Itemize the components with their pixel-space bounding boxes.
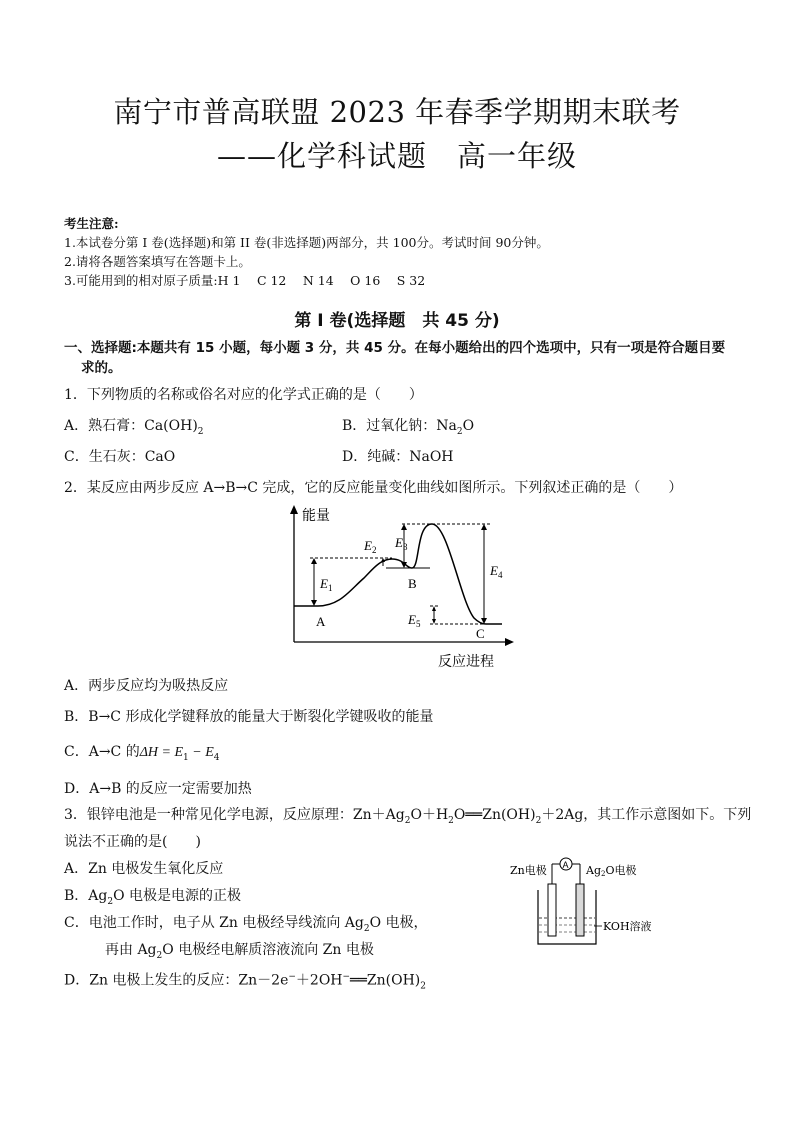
notes-heading: 考生注意:: [64, 216, 119, 231]
q3-option-c2-part-a: 再由 Ag: [105, 942, 157, 958]
point-a-label: A: [316, 614, 326, 629]
q3-option-d: [64, 967, 426, 996]
e5-label: $E_5$: [408, 612, 421, 629]
q2-option-a: A．两步反应均为吸热反应: [64, 678, 229, 694]
y-axis-arrow: [290, 505, 298, 514]
q1-option-b: [342, 416, 474, 442]
notes-item-3: 3.可能用到的相对原子质量:H 1 C 12 N 14 O 16 S 32: [64, 273, 426, 288]
e3-label: $E_3$: [395, 535, 408, 552]
q3-stem-sub-b: 2: [448, 815, 454, 826]
q2-option-c-formula: ΔH = E: [139, 745, 184, 760]
y-axis-label: 能量: [302, 508, 330, 524]
e2-label: $E_2$: [364, 538, 377, 555]
e1-label: $E_1$: [320, 576, 333, 593]
e1-arrow-head-top: [311, 558, 317, 564]
q3-option-d-part-a: D．Zn 电极上发生的反应：Zn－2e: [64, 972, 289, 989]
q2-energy-diagram: [280, 500, 520, 672]
q3-option-a: A．Zn 电极发生氧化反应: [64, 861, 224, 877]
q1-option-b-after: O: [462, 418, 475, 434]
part-instruction: [64, 338, 744, 378]
q3-option-c1-part-a: C．电池工作时，电子从 Zn 电极经导线流向 Ag: [64, 915, 364, 931]
ag2o-electrode: [576, 884, 584, 936]
ag2o-electrode-label: Ag2O电极: [586, 864, 637, 878]
zn-electrode-label: Zn电极: [510, 864, 547, 877]
q3-option-c1-part-b: O 电极，: [369, 915, 428, 931]
q2-option-c-sub2: 4: [213, 752, 220, 763]
exam-title-line1: 南宁市普高联盟 2023 年春季学期期末联考: [113, 95, 681, 129]
x-axis-label: 反应进程: [438, 654, 494, 670]
q1-option-c: C．生石灰：CaO: [64, 449, 176, 465]
q3-stem-line1: [64, 805, 751, 831]
q3-option-d-part-b: ＋2OH: [295, 972, 343, 989]
q3-option-c-line2: [105, 940, 374, 966]
q3-option-c2-part-b: O 电极经电解质溶液流向 Zn 电极: [162, 942, 374, 958]
q2-option-d: D．A→B 的反应一定需要加热: [64, 781, 252, 797]
q1-option-a: [64, 416, 204, 442]
candidate-notes: [64, 214, 549, 290]
q3-option-b: [64, 886, 241, 912]
q3-option-d-sup2: −: [342, 972, 351, 982]
q3-stem-part-b: O＋H: [410, 807, 449, 823]
e5-arrow-head-bottom: [432, 619, 436, 624]
q1-option-a-text: A．熟石膏：Ca(OH): [64, 418, 198, 434]
q3-option-d-part-c: ══Zn(OH): [350, 972, 421, 989]
koh-solution-label: KOH溶液: [603, 920, 652, 933]
q2-option-c-pre: C．A→C 的: [64, 744, 140, 760]
e4-arrow-head-top: [481, 524, 487, 530]
q2-option-c: [64, 742, 220, 768]
q3-stem-sub-a: 2: [404, 815, 411, 826]
point-c-label: C: [476, 626, 485, 641]
part-instruction-line1: 一、选择题:本题共有 15 小题，每小题 3 分，共 45 分。在每小题给出的四个选项中，只有一项是符合题目要: [64, 340, 726, 356]
x-axis-arrow: [505, 638, 514, 646]
q3-option-d-sub: 2: [420, 981, 426, 992]
ammeter-label: A: [562, 860, 569, 870]
q1-stem: 1．下列物质的名称或俗名对应的化学式正确的是（ ）: [64, 387, 423, 403]
q1-option-b-sub: 2: [456, 426, 463, 437]
e3-arrow-head-top: [401, 524, 407, 530]
q1-option-a-sub: 2: [197, 426, 204, 437]
beaker: [538, 890, 596, 944]
q3-stem-part-a: 3．银锌电池是一种常见化学电源，反应原理：Zn＋Ag: [64, 807, 405, 823]
q1-option-b-text: B．过氧化钠：Na: [342, 418, 457, 434]
part-instruction-line2: 求的。: [81, 360, 122, 376]
q3-stem-part-c: O══Zn(OH): [453, 807, 536, 823]
q3-option-b-sub: 2: [107, 896, 114, 907]
q3-stem-sub-c: 2: [535, 815, 542, 826]
notes-item-1: 1.本试卷分第 I 卷(选择题)和第 II 卷(非选择题)两部分，共 100分。考试时间 90分钟。: [64, 235, 549, 250]
q3-option-c1-sub: 2: [363, 923, 370, 934]
notes-item-2: 2.请将各题答案填写在答题卡上。: [64, 254, 251, 269]
q2-option-c-sub1: 1: [183, 752, 189, 763]
q2-stem: 2．某反应由两步反应 A→B→C 完成，它的反应能量变化曲线如图所示。下列叙述正确的是（ ）: [64, 480, 683, 496]
q2-option-b: B．B→C 形成化学键释放的能量大于断裂化学键吸收的能量: [64, 709, 434, 725]
exam-title-line2: ——化学科试题 高一年级: [216, 139, 577, 173]
e1-arrow-head-bottom: [311, 600, 317, 606]
q3-stem-line2: 说法不正确的是( ): [64, 834, 201, 850]
q3-stem-part-d: ＋2Ag，其工作示意图如下。下列: [541, 807, 752, 823]
q3-option-b-part-a: B．Ag: [64, 888, 108, 904]
section-heading: 第 I 卷(选择题 共 45 分): [294, 311, 500, 331]
e4-label: $E_4$: [490, 563, 503, 580]
q3-battery-diagram: [508, 850, 668, 950]
q2-option-c-mid: − E: [188, 745, 214, 760]
zn-electrode: [548, 884, 556, 936]
e5-arrow-head-top: [432, 606, 436, 611]
point-b-label: B: [408, 576, 417, 591]
q1-option-d: D．纯碱：NaOH: [342, 449, 454, 465]
q3-option-c-line1: [64, 913, 428, 939]
q3-option-b-part-b: O 电极是电源的正极: [113, 888, 242, 904]
q3-option-d-sup1: −: [288, 972, 296, 982]
q3-option-c2-sub: 2: [156, 950, 163, 961]
